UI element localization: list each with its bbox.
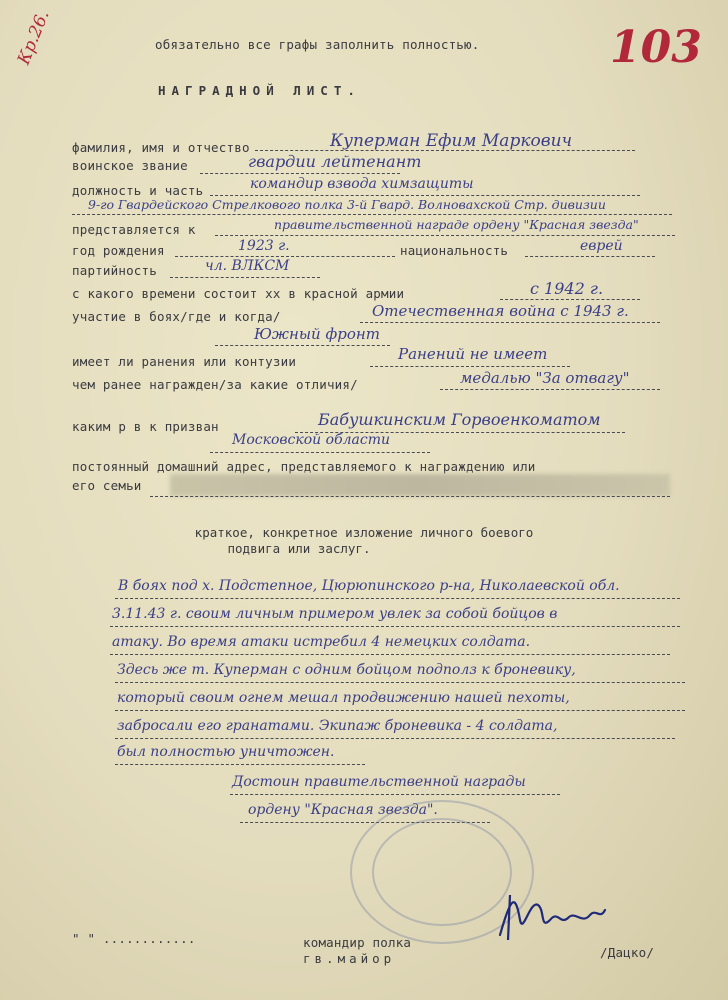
battles-line-1 bbox=[360, 322, 660, 323]
position-line-1 bbox=[210, 195, 640, 196]
prev-awards-value: медалью "За отвагу" bbox=[460, 369, 630, 387]
birth-value: 1923 г. bbox=[238, 238, 290, 254]
narrative-rule-7 bbox=[115, 764, 365, 765]
wounds-label: имеет ли ранения или контузии bbox=[72, 354, 297, 369]
prev-awards-line bbox=[440, 389, 660, 390]
rank-line bbox=[200, 173, 400, 174]
position-line-2 bbox=[72, 214, 672, 215]
narrative-line-8: Достоин правительственной награды bbox=[232, 774, 526, 790]
birth-label: год рождения bbox=[72, 243, 165, 258]
birth-line bbox=[175, 256, 395, 257]
commander-name: /Дацко/ bbox=[600, 945, 655, 960]
award-line bbox=[215, 235, 675, 236]
rank-value: гвардии лейтенант bbox=[248, 152, 422, 171]
rank-label: воинское звание bbox=[72, 158, 188, 173]
since-line bbox=[500, 299, 640, 300]
narrative-line-1: В боях под х. Подстепное, Цюрюпинского р-на, Николаевской обл. bbox=[118, 578, 620, 594]
narrative-line-2: 3.11.43 г. своим личным примером увлек за собой бойцов в bbox=[112, 606, 558, 622]
rvk-value-2: Московской области bbox=[232, 432, 391, 448]
wounds-value: Ранений не имеет bbox=[398, 345, 548, 363]
narrative-rule-8 bbox=[230, 794, 560, 795]
fio-value: Куперман Ефим Маркович bbox=[330, 131, 573, 151]
narrative-rule-2 bbox=[110, 626, 680, 627]
rvk-label: каким р в к призван bbox=[72, 419, 219, 434]
since-value: с 1942 г. bbox=[530, 279, 604, 298]
nationality-value: еврей bbox=[580, 238, 623, 254]
address-label-1: постоянный домашний адрес, представляемого к награждению или bbox=[72, 459, 536, 474]
position-label: должность и часть bbox=[72, 183, 204, 198]
commander-title: командир полка bbox=[303, 935, 412, 950]
narrative-rule-6 bbox=[115, 738, 675, 739]
since-label: с какого времени состоит хх в красной армии bbox=[72, 286, 405, 301]
party-value: чл. ВЛКСМ bbox=[205, 258, 290, 274]
address-line bbox=[150, 496, 670, 497]
award-value: правительственной награде ордену "Красная звезда" bbox=[274, 217, 639, 232]
narrative-line-9: ордену "Красная звезда". bbox=[248, 802, 438, 818]
section-heading-2: подвига или заслуг. bbox=[227, 541, 371, 556]
narrative-rule-1 bbox=[115, 598, 680, 599]
narrative-line-6: забросали его гранатами. Экипаж броневика - 4 солдата, bbox=[117, 718, 558, 734]
fio-line bbox=[255, 150, 635, 151]
nationality-line bbox=[525, 256, 655, 257]
party-label: партийность bbox=[72, 263, 157, 278]
commander-signature bbox=[490, 880, 610, 950]
section-heading-1: краткое, конкретное изложение личного боевого bbox=[194, 525, 534, 540]
header-note: обязательно все графы заполнить полностью. bbox=[155, 37, 480, 52]
rvk-line-2 bbox=[210, 452, 430, 453]
address-label-2: его семьи bbox=[72, 478, 142, 493]
narrative-line-3: атаку. Во время атаки истребил 4 немецких солдата. bbox=[112, 634, 531, 650]
award-label: представляется к bbox=[72, 222, 196, 237]
fio-label: фамилия, имя и отчество bbox=[72, 140, 250, 155]
archive-mark: Кр.26. bbox=[14, 7, 54, 68]
narrative-line-5: который своим огнем мешал продвижению нашей пехоты, bbox=[117, 690, 570, 706]
wounds-line bbox=[370, 366, 570, 367]
battles-value-1: Отечественная война с 1943 г. bbox=[372, 302, 629, 320]
narrative-rule-5 bbox=[115, 710, 685, 711]
commander-rank: гв.майор bbox=[303, 951, 396, 966]
document-title: НАГРАДНОЙ ЛИСТ. bbox=[158, 83, 361, 98]
page-number: 103 bbox=[610, 22, 702, 73]
battles-label: участие в боях/где и когда/ bbox=[72, 309, 281, 324]
nationality-label: национальность bbox=[400, 243, 509, 258]
narrative-rule-4 bbox=[115, 682, 685, 683]
narrative-line-7: был полностью уничтожен. bbox=[117, 744, 335, 760]
prev-awards-label: чем ранее награжден/за какие отличия/ bbox=[72, 377, 358, 392]
battles-line-2 bbox=[215, 345, 390, 346]
narrative-rule-3 bbox=[110, 654, 670, 655]
position-value-2: 9-го Гвардейского Стрелкового полка 3-й Гвард. Волновахской Стр. дивизии bbox=[88, 197, 606, 212]
narrative-line-4: Здесь же т. Куперман с одним бойцом подполз к броневику, bbox=[117, 662, 576, 678]
position-value-1: командир взвода химзащиты bbox=[250, 176, 474, 192]
rvk-value-1: Бабушкинским Горвоенкоматом bbox=[318, 410, 601, 429]
footer-date: " " ............ bbox=[72, 931, 196, 946]
party-line bbox=[170, 277, 320, 278]
redacted-address bbox=[170, 474, 670, 496]
battles-value-2: Южный фронт bbox=[254, 325, 380, 343]
